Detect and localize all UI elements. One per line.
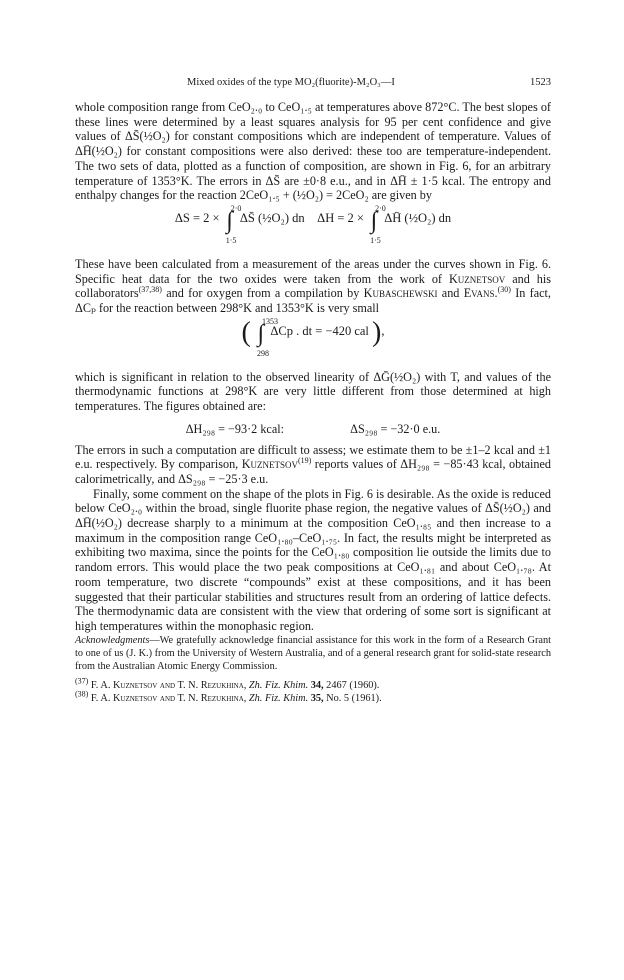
citation-19: (19): [298, 456, 312, 466]
paragraph-2: These have been calculated from a measurement of the areas under the curves shown in Fig. 6. Specific heat data for the two oxides were taken from the work of Kuznetsov and his collaborators$^{(37,38)}$ and for oxygen from a compilation by Kubaschewski and Evans.$^{(30)}$ In fact, ΔCₚ for the reaction between 298°K and 1353°K is very small: [75, 256, 551, 316]
right-paren: ): [372, 316, 382, 348]
reference-37: $^{(37)}$ F. A. Kuznetsov and T. N. Rezukhina, Zh. Fiz. Khim. 34, 2467 (1960).: [75, 676, 380, 691]
author-evans: Evans.: [463, 286, 498, 301]
paragraph-1: whole composition range from CeO₂.₀ to CeO₁.₅ at temperatures above 872°C. The best slopes of these lines were determined by a least squares analysis for 95 per cent confidence and give values of ΔS̄(½O₂) for constant compositions which are independent of temperature. Values of ΔH̄(½O₂) for constant compositions were also derived: these too are temperature-independent. The two sets of data, plotted as a function of composition, are shown in Fig. 6, for an arbitrary temperature of 1353°K. The errors in ΔS̄ are ±0·8 e.u., and in ΔH̄ ± 1·5 kcal. The entropy and enthalpy changes for the reaction 2CeO₁.₅ + (½O₂) = 2CeO₂ are given by: [75, 100, 551, 203]
integral-sign-1: ∫ 2·0 1·5: [225, 203, 242, 245]
article-body: [75, 100, 551, 705]
author-kuznetsov-2: Kuznetsov: [241, 457, 298, 472]
integral-sign-3: ∫ 1353 298: [256, 316, 278, 358]
acknowledgments: Acknowledgments—We gratefully acknowledge financial assistance for this work in the form of a Research Grant to one of us (J. K.) from the University of Western Australia, and of a general research grant for solid-state research from the Australian Atomic Energy Commission.: [75, 634, 551, 672]
eq-lhs-enthalpy: ΔH = 2 ×: [317, 210, 364, 225]
paragraph-4: The errors in such a computation are difficult to assess; we estimate them to be ±1–2 kcal and ±1 e.u. respectively. By comparison, Kuznetsov$^{(19)}$ reports values of ΔH₂₉₈ = −85·43 kcal, obtained calorimetrically, and ΔS₂₉₈ = −25·3 e.u.: [75, 442, 551, 486]
equation-heat-capacity: ( ∫ 1353 298 ΔCp . dt = −420 cal ),: [241, 316, 385, 358]
author-kuznetsov: Kuznetsov: [448, 271, 506, 286]
reference-38: $^{(38)}$ F. A. Kuznetsov and T. N. Rezukhina, Zh. Fiz. Khim. 35, No. 5 (1961).: [75, 689, 382, 704]
equation-integrals: [75, 203, 551, 251]
paragraph-3: which is significant in relation to the observed linearity of ΔḠ(½O₂) with T, and values of the thermodynamic functions at 298°K are very little different from those determined at high temperatures. The figures obtained are:: [75, 369, 551, 414]
eq-heat-capacity-body: ΔCp . dt = −420 cal: [270, 323, 369, 338]
left-paren: (: [241, 316, 251, 348]
eq-lhs-entropy: ΔS = 2 ×: [174, 210, 220, 225]
eq-enthalpy-298: ΔH₂₉₈ = −93·2 kcal:: [185, 421, 285, 436]
author-kubaschewski: Kubaschewski: [363, 286, 438, 301]
equation-results: [75, 422, 551, 437]
integral-sign-2: ∫ 2·0 1·5: [370, 203, 386, 245]
eq-integrand-enthalpy: ΔH̄ (½O₂) dn: [384, 210, 452, 225]
acknowledgments-heading: Acknowledgments: [75, 634, 150, 646]
references: [75, 676, 551, 705]
eq-entropy-298: ΔS₂₉₈ = −32·0 e.u.: [350, 421, 441, 436]
citation-30: (30): [497, 285, 511, 295]
running-title: Mixed oxides of the type MO₂(fluorite)-M₂O₃—I: [187, 77, 395, 88]
paragraph-5: Finally, some comment on the shape of the plots in Fig. 6 is desirable. As the oxide is reduced below CeO₂.₀ within the broad, single fluorite phase region, the negative values of ΔS̄(½O₂) and ΔH̄(½O₂) decrease sharply to a minimum at the composition CeO₁.₈₅ and then increase to a maximum in the composition range CeO₁.₈₀–CeO₁.₇₅. In fact, the results might be interpreted as exhibiting two maxima, since the points for the CeO₁.₈₀ composition lie outside the limits due to random errors. This would place the two peak compositions at CeO₁.₈₁ and about CeO₁.₇₈. At room temperature, two discrete “compounds” exist at these compositions, and it has been suggested that their particular stabilities and structures result from an ordering of lattice defects. The thermodynamic data are consistent with the view that ordering of some sort is significant at high temperatures within the monophasic region.: [75, 486, 551, 633]
citation-37-38: (37,38): [138, 285, 162, 295]
eq-integrand-entropy: ΔS̄ (½O₂) dn: [239, 210, 305, 225]
page-number: 1523: [530, 77, 551, 88]
running-header: [75, 77, 551, 91]
